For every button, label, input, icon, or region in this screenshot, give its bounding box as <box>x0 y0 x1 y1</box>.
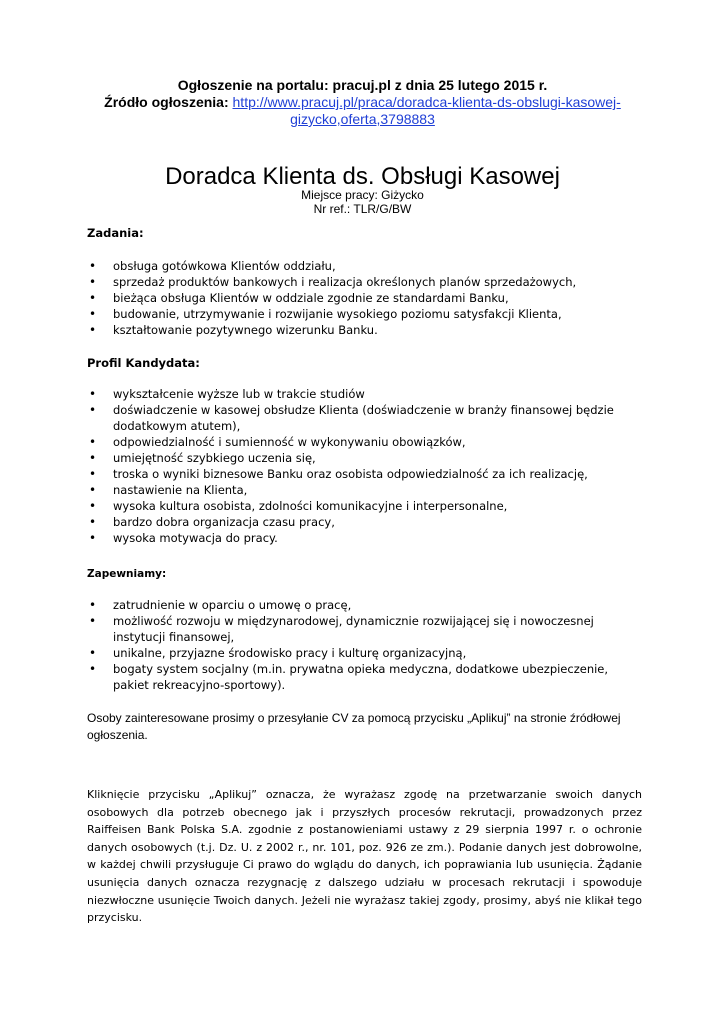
source-link-line1[interactable]: http://www.pracuj.pl/praca/doradca-klienta-ds-obslugi-kasowej- <box>232 94 621 110</box>
list-item: • doświadczenie w kasowej obsłudze Klienta (doświadczenie w branży finansowej będzie dodatkowym atutem), <box>87 402 627 434</box>
list-item: • wysoka kultura osobista, zdolności komunikacyjne i interpersonalne, <box>87 498 627 514</box>
list-item: • wykształcenie wyższe lub w trakcie studiów <box>87 386 627 402</box>
list-item: • wysoka motywacja do pracy. <box>87 530 627 546</box>
source-link-line2[interactable]: gizycko,oferta,3798883 <box>290 111 435 127</box>
apply-note: Osoby zainteresowane prosimy o przesyłanie CV za pomocą przycisku „Aplikuj” na stronie źródłowej ogłoszenia. <box>87 711 621 742</box>
list-item: • nastawienie na Klienta, <box>87 482 627 498</box>
source-link[interactable] <box>233 94 621 127</box>
source-line <box>60 94 665 128</box>
list-item: • bieżąca obsługa Klientów w oddziale zgodnie ze standardami Banku, <box>87 290 627 306</box>
list-item: • sprzedaż produktów bankowych i realizacja określonych planów sprzedażowych, <box>87 274 627 290</box>
job-location: Miejsce pracy: Giżycko <box>301 188 424 202</box>
list-item: • możliwość rozwoju w międzynarodowej, dynamicznie rozwijającej się i nowoczesnej instytucji finansowej, <box>87 613 627 645</box>
offer-heading: Zapewniamy: <box>87 568 167 580</box>
legal-note: Kliknięcie przycisku „Aplikuj” oznacza, że wyrażasz zgodę na przetwarzanie swoich danych osobowych dla potrzeb obecnego jak i przyszłych procesów rekrutacji, prowadzonych przez Raiffeisen Bank Polska S.A. zgodnie z postanowieniami ustawy z 29 sierpnia 1997 r. o ochronie danych osobowych (t.j. Dz. U. z 2002 r., nr. 101, poz. 926 ze zm.). Podanie danych jest dobrowolne, w każdej chwili przysługuje Ci prawo do wglądu do danych, ich poprawiania lub usunięcia. Żądanie usunięcia danych oznacza rezygnację z dalszego udziału w procesach rekrutacji i spowoduje niezwłoczne usunięcie Twoich danych. Jeżeli nie wyrażasz takiej zgody, prosimy, abyś nie klikał tego przycisku. <box>87 788 642 925</box>
list-item: • umiejętność szybkiego uczenia się, <box>87 450 627 466</box>
list-item: • kształtowanie pozytywnego wizerunku Banku. <box>87 322 627 338</box>
profile-heading: Profil Kandydata: <box>87 356 200 370</box>
source-header <box>60 77 665 128</box>
list-item: • budowanie, utrzymywanie i rozwijanie wysokiego poziomu satysfakcji Klienta, <box>87 306 627 322</box>
list-item: • odpowiedzialność i sumienność w wykonywaniu obowiązków, <box>87 434 627 450</box>
source-label: Źródło ogłoszenia: <box>104 94 229 110</box>
list-item: • bardzo dobra organizacja czasu pracy, <box>87 514 627 530</box>
list-item: • unikalne, przyjazne środowisko pracy i kulturę organizacyjną, <box>87 645 627 661</box>
tasks-list <box>87 258 627 338</box>
list-item: • zatrudnienie w oparciu o umowę o pracę, <box>87 597 627 613</box>
job-title: Doradca Klienta ds. Obsługi Kasowej <box>165 163 560 190</box>
profile-list <box>87 386 627 546</box>
job-reference: Nr ref.: TLR/G/BW <box>313 202 412 216</box>
job-meta <box>0 188 725 216</box>
list-item: • troska o wyniki biznesowe Banku oraz osobista odpowiedzialność za ich realizację, <box>87 466 627 482</box>
list-item: • bogaty system socjalny (m.in. prywatna opieka medyczna, dodatkowe ubezpieczenie, pakiet rekreacyjno-sportowy). <box>87 661 627 693</box>
offer-list <box>87 597 627 693</box>
tasks-heading: Zadania: <box>87 226 144 240</box>
list-item: • obsługa gotówkowa Klientów oddziału, <box>87 258 627 274</box>
portal-line: Ogłoszenie na portalu: pracuj.pl z dnia 25 lutego 2015 r. <box>177 77 548 93</box>
